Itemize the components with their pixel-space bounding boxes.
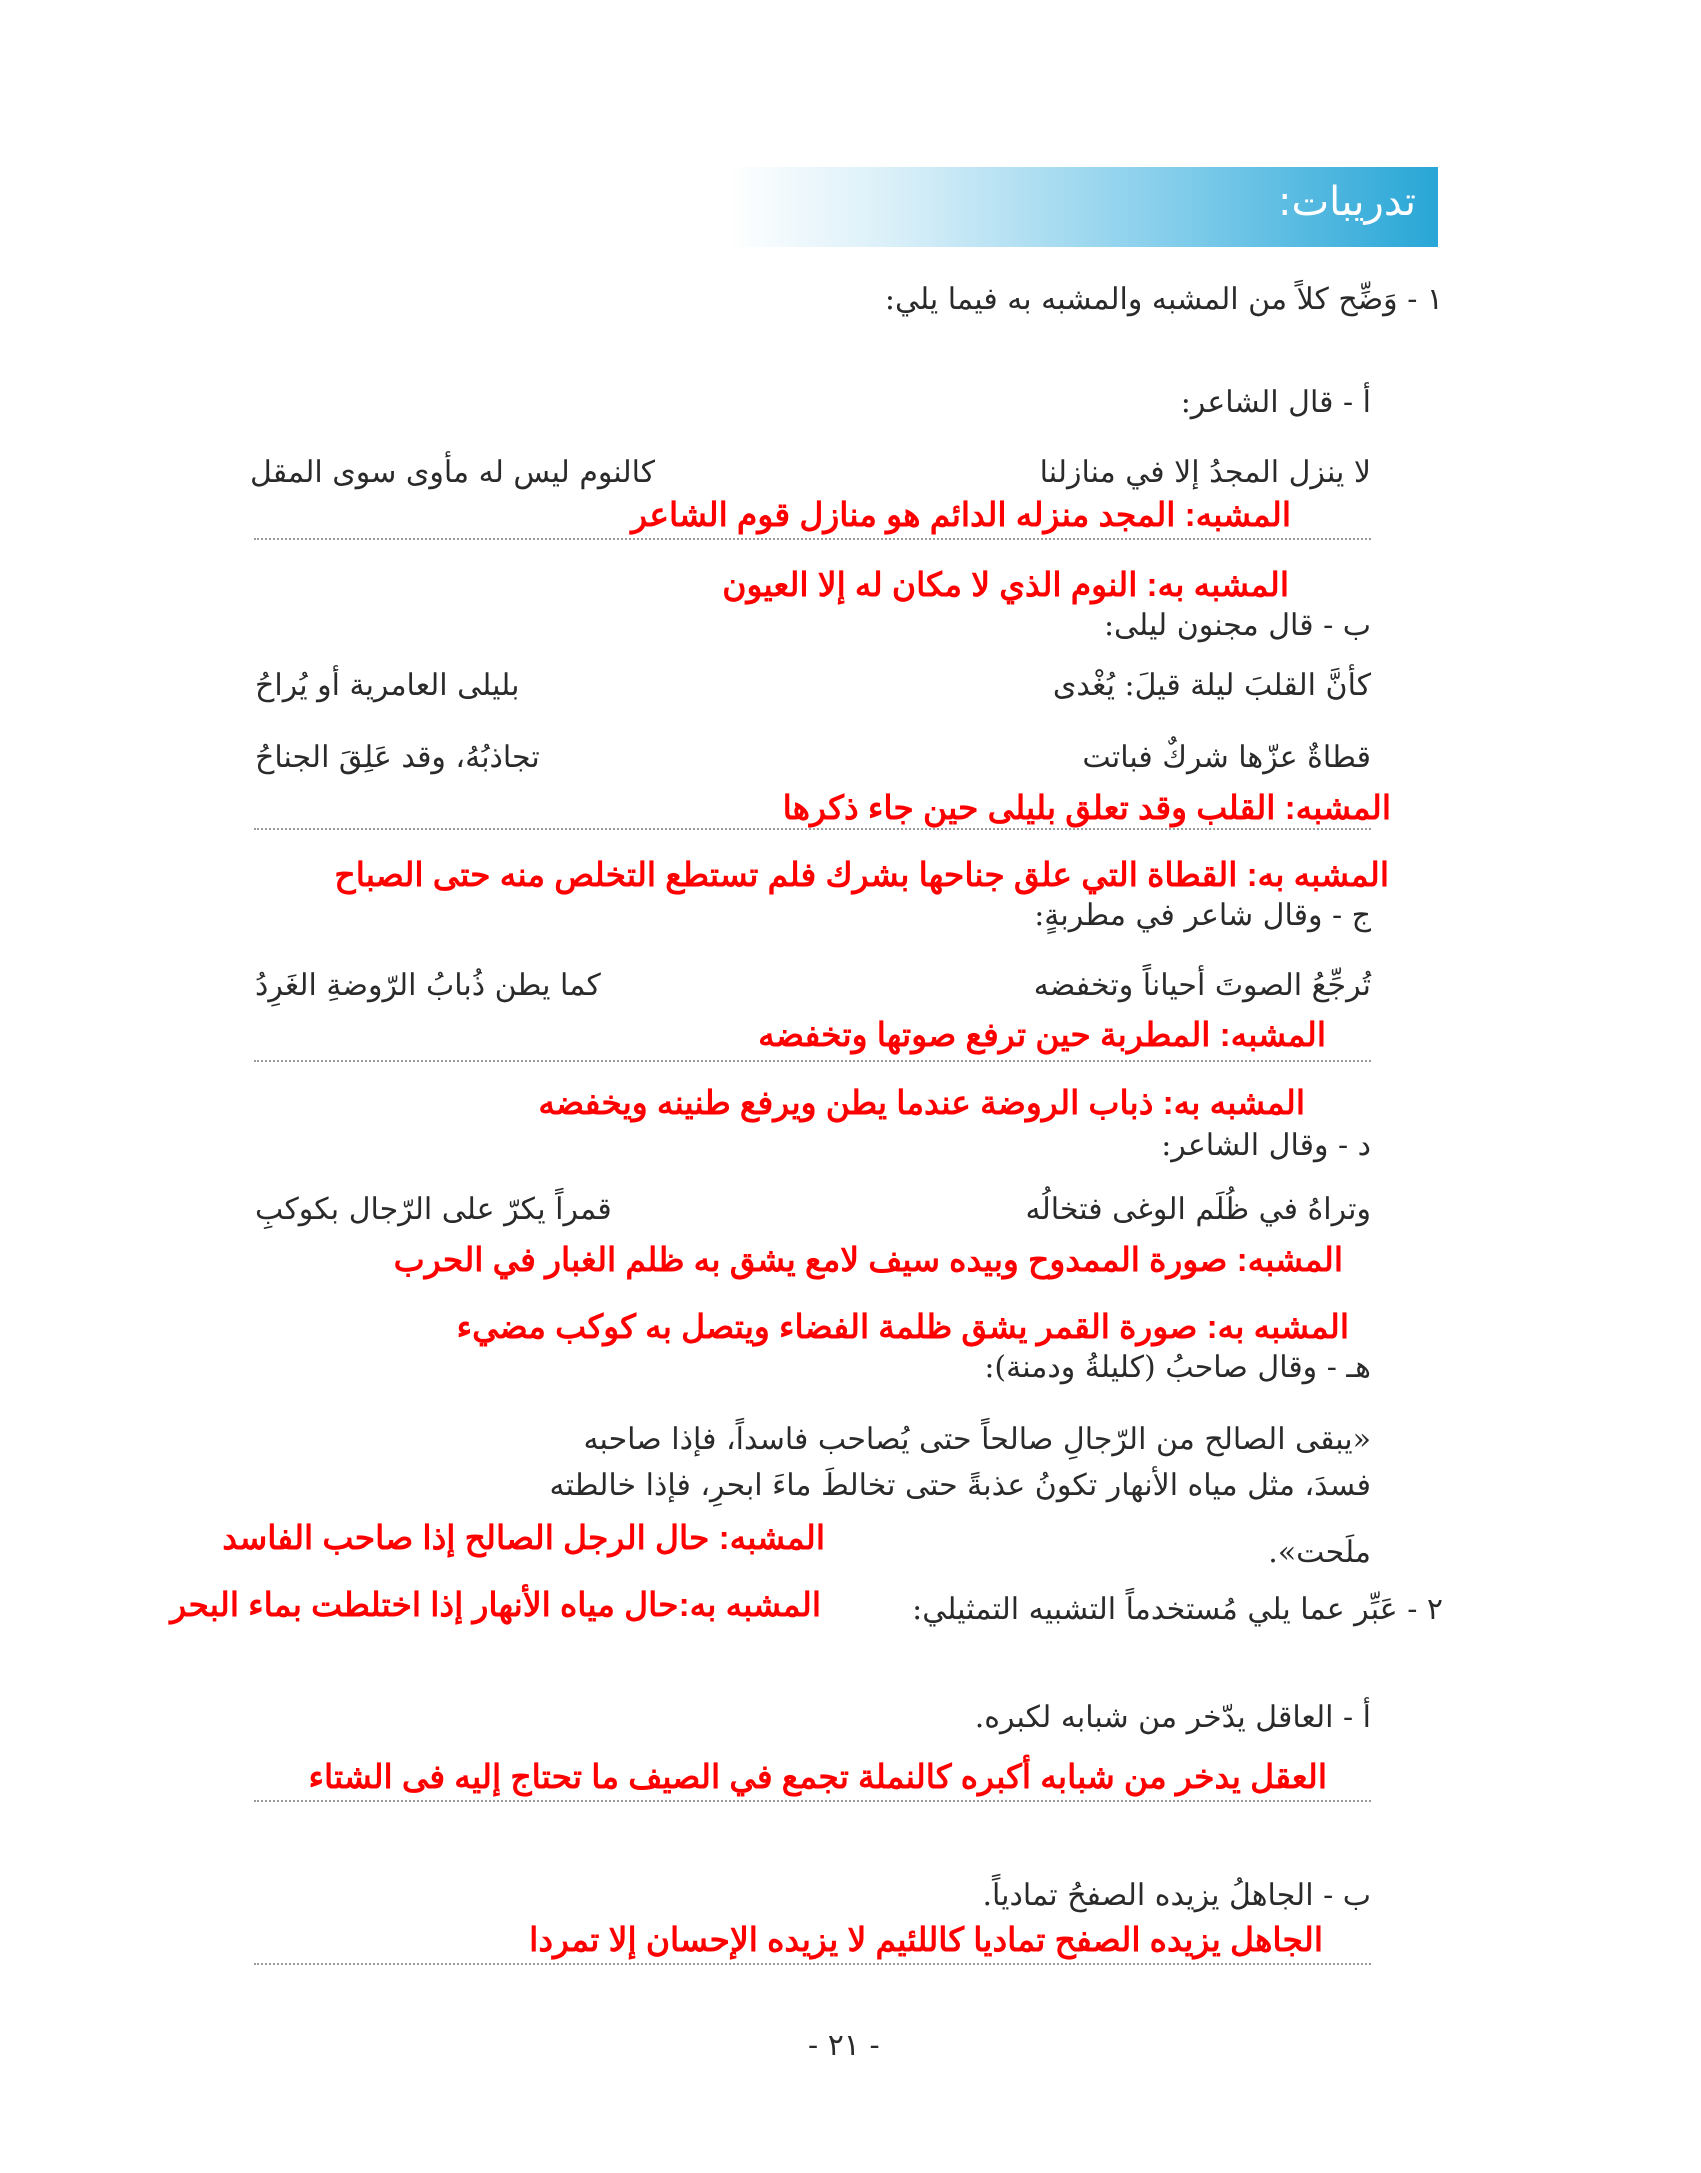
q1-d-label: د - وقال الشاعر: <box>1161 1128 1371 1163</box>
q1-b-verse-1-right: كأنَّ القلبَ ليلة قيلَ: يُغْدى <box>1052 668 1371 703</box>
q1-a-verse-right: لا ينزل المجدُ إلا في منازلنا <box>1039 455 1371 490</box>
q1-c-answer-2: المشبه به: ذباب الروضة عندما يطن ويرفع طنينه ويخفضه <box>538 1084 1305 1121</box>
q1-e-text-line-3: ملَحت». <box>1268 1535 1371 1570</box>
q2-a-label: أ - العاقل يدّخر من شبابه لكبره. <box>974 1700 1371 1735</box>
q1-d-answer-1: المشبه: صورة الممدوح وبيده سيف لامع يشق به ظلم الغبار في الحرب <box>393 1241 1343 1278</box>
q1-prompt: ١ - وَضِّح كلاً من المشبه والمشبه به فيما يلي: <box>884 282 1443 317</box>
q1-b-answer-1: المشبه: القلب وقد تعلق بليلى حين جاء ذكرها <box>782 789 1391 826</box>
q1-c-label: ج - وقال شاعر في مطربةٍ: <box>1034 898 1371 933</box>
q1-c-answer-1: المشبه: المطربة حين ترفع صوتها وتخفضه <box>758 1016 1326 1053</box>
q1-a-answer-1: المشبه: المجد منزله الدائم هو منازل قوم الشاعر <box>631 496 1291 533</box>
answer-line <box>254 1800 1371 1802</box>
q1-e-text-line-2: فسدَ، مثل مياه الأنهار تكونُ عذبةً حتى تخالطَ ماءَ ابحرِ، فإذا خالطته <box>549 1468 1371 1503</box>
q1-b-label: ب - قال مجنون ليلى: <box>1103 608 1371 643</box>
q1-a-answer-2: المشبه به: النوم الذي لا مكان له إلا العيون <box>722 566 1289 603</box>
q1-e-answer-2: المشبه به:حال مياه الأنهار إذا اختلطت بماء البحر <box>170 1586 821 1623</box>
q2-a-answer: العقل يدخر من شبابه أكبره كالنملة تجمع في الصيف ما تحتاج إليه فى الشتاء <box>308 1758 1327 1795</box>
q1-c-verse-right: تُرجِّعُ الصوتَ أحياناً وتخفضه <box>1033 968 1371 1003</box>
q1-c-verse-left: كما يطن ذُبابُ الرّوضةِ الغَرِدُ <box>255 968 601 1003</box>
answer-line <box>254 538 1371 540</box>
q2-b-label: ب - الجاهلُ يزيده الصفحُ تمادياً. <box>982 1878 1371 1913</box>
q1-e-label: هـ - وقال صاحبُ (كليلةُ ودمنة): <box>984 1350 1371 1385</box>
q1-b-verse-2-right: قطاةٌ عزّها شركٌ فباتت <box>1082 740 1371 775</box>
q1-d-verse-left: قمراً يكرّ على الرّجال بكوكبِ <box>255 1192 612 1227</box>
q1-e-answer-1: المشبه: حال الرجل الصالح إذا صاحب الفاسد <box>222 1519 825 1556</box>
q1-a-verse-left: كالنوم ليس له مأوى سوى المقل <box>250 455 656 490</box>
q1-d-verse-right: وتراهُ في ظُلَم الوغى فتخالُه <box>1025 1192 1371 1227</box>
answer-line <box>254 1060 1371 1062</box>
q1-e-text-line-1: «يبقى الصالح من الرّجالِ صالحاً حتى يُصاحب فاسداً، فإذا صاحبه <box>583 1422 1371 1457</box>
page-number: - ٢١ - <box>808 2028 880 2063</box>
q1-b-verse-2-left: تجاذبُهُ، وقد عَلِقَ الجناحُ <box>255 740 540 775</box>
section-header-bar <box>728 167 1438 247</box>
q2-prompt: ٢ - عَبِّر عما يلي مُستخدماً التشبيه التمثيلي: <box>912 1592 1443 1627</box>
q1-b-verse-1-left: بليلى العامرية أو يُراحُ <box>255 668 520 703</box>
q1-b-answer-2: المشبه به: القطاة التي علق جناحها بشرك فلم تستطع التخلص منه حتى الصباح <box>334 856 1389 893</box>
q1-a-label: أ - قال الشاعر: <box>1180 385 1371 420</box>
answer-line <box>254 1963 1371 1965</box>
answer-line <box>254 828 1371 830</box>
section-title: تدريبات: <box>1278 179 1416 225</box>
q1-d-answer-2: المشبه به: صورة القمر يشق ظلمة الفضاء ويتصل به كوكب مضيء <box>456 1308 1349 1345</box>
q2-b-answer: الجاهل يزيده الصفح تماديا كاللئيم لا يزيده الإحسان إلا تمردا <box>529 1921 1323 1958</box>
